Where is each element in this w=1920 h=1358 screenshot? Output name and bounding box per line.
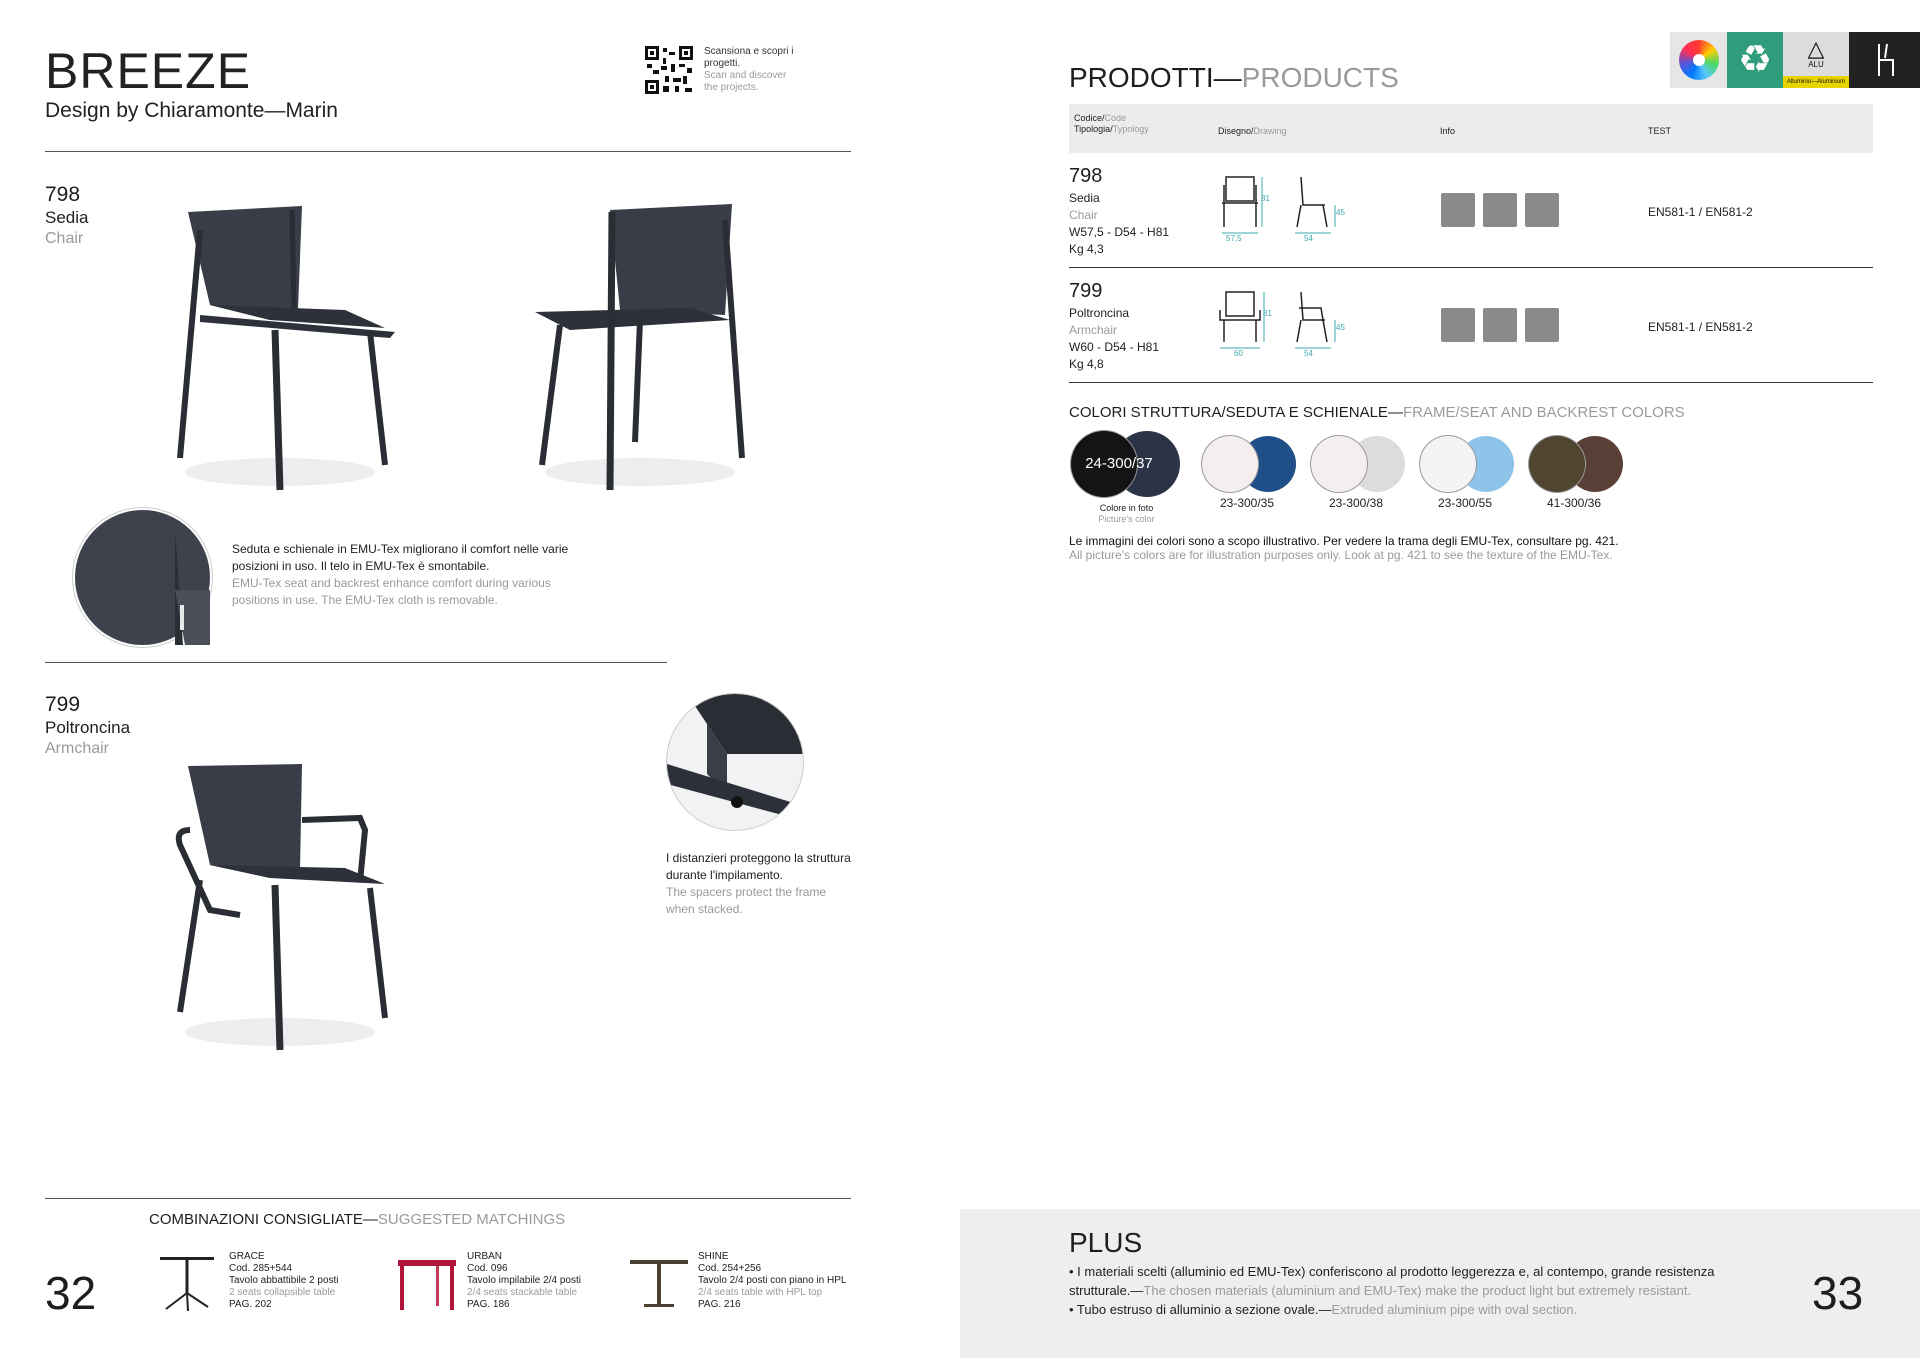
- armchair-799-photo: [170, 760, 400, 1060]
- page-number-right: 33: [1812, 1267, 1864, 1319]
- plus-title: PLUS: [1069, 1227, 1143, 1258]
- color-code-label: 41-300/36: [1546, 496, 1602, 510]
- table-shine-image: [628, 1258, 690, 1314]
- weight-capacity-icon: [1441, 308, 1475, 342]
- table-grace-image: [158, 1255, 216, 1313]
- product-799-name-en: Armchair: [45, 740, 110, 757]
- matchings-title: COMBINAZIONI CONSIGLIATE—SUGGESTED MATCHINGS: [149, 1211, 566, 1228]
- matching-urban[interactable]: URBAN Cod. 096 Tavolo impilabile 2/4 posti 2/4 seats stackable table PAG. 186: [467, 1251, 581, 1310]
- chair-798-photo-back: [530, 200, 760, 500]
- table-row: 798 Sedia Chair W57,5 - D54 - H81 Kg 4,3 81 57,5 45 54 EN581-1 / EN581-2: [1069, 165, 1753, 256]
- header-test: TEST: [1648, 126, 1672, 136]
- weather-resistant-icon: [1483, 308, 1517, 342]
- weight-capacity-icon: [1441, 193, 1475, 227]
- table-urban-image: [396, 1258, 458, 1312]
- matchings-divider: [45, 1198, 851, 1199]
- product-divider: [45, 662, 667, 663]
- color-swatch-frame[interactable]: [1420, 436, 1476, 492]
- chair-front-drawing: [1218, 175, 1268, 237]
- products-table-header: [1069, 104, 1873, 153]
- detail2-text: I distanzieri proteggono la struttura durante l'impilamento. The spacers protect the frame when stacked.: [666, 851, 851, 916]
- designer-subtitle: Design by Chiaramonte—Marin: [45, 99, 338, 122]
- product-798-code: 798: [45, 183, 81, 206]
- row-divider: [1069, 267, 1873, 268]
- armchair-front-drawing: [1218, 290, 1268, 352]
- color-swatch-frame[interactable]: [1529, 436, 1585, 492]
- table-row: 799 Poltroncina Armchair W60 - D54 - H81 Kg 4,8 81 60 45 54 EN581-1 / EN581-2: [1069, 280, 1753, 371]
- products-title: PRODOTTI—PRODUCTS: [1069, 62, 1399, 93]
- colors-note: Le immagini dei colori sono a scopo illustrativo. Per vedere la trama degli EMU-Tex, consultare pg. 421. All picture's colors are for illustration purposes only. Look at pg. 421 to see the texture of the EMU-Tex.: [1069, 534, 1619, 562]
- color-swatch-frame[interactable]: [1311, 436, 1367, 492]
- chair-category-badge: [1849, 32, 1920, 88]
- header-info: Info: [1440, 126, 1456, 136]
- color-wheel-badge: [1670, 32, 1728, 88]
- color-code-label: 23-300/55: [1437, 496, 1493, 510]
- alu-badge: △ ALU Alluminio—Aluminium: [1783, 32, 1849, 88]
- header-code-typology: Codice/Code Tipologia/Typology: [1074, 113, 1149, 134]
- matching-grace[interactable]: GRACE Cod. 285+544 Tavolo abbattibile 2 posti 2 seats collapsible table PAG. 202: [229, 1251, 339, 1310]
- alu-recycle-icon: △: [1807, 36, 1825, 61]
- header-drawing: Disegno/Drawing: [1218, 126, 1287, 136]
- picture-color-caption: Colore in foto Picture's color: [1098, 503, 1155, 524]
- armchair-side-drawing: [1291, 290, 1341, 352]
- product-799-code: 799: [45, 693, 81, 716]
- chair-side-drawing: [1291, 175, 1341, 237]
- spacer-detail-image: [666, 693, 804, 831]
- color-code-label: 23-300/38: [1328, 496, 1384, 510]
- product-799-name-it: Poltroncina: [45, 718, 131, 737]
- product-798-name-it: Sedia: [45, 208, 89, 227]
- product-title: BREEZE: [45, 43, 252, 99]
- color-swatch-frame[interactable]: [1202, 436, 1258, 492]
- stackable-icon: [1525, 193, 1559, 227]
- weather-resistant-icon: [1483, 193, 1517, 227]
- chair-outline-icon: [1849, 32, 1920, 88]
- color-code-label: 24-300/37: [1085, 455, 1153, 472]
- stackable-icon: [1525, 308, 1559, 342]
- detail1-text: Seduta e schienale in EMU-Tex migliorano il comfort nelle varie posizioni in uso. Il telo in EMU-Tex è smontabile. EMU-Tex seat and backrest enhance comfort during various positions in use. The EMU-Tex cloth is removable.: [232, 542, 569, 607]
- recycle-icon: ♻: [1737, 39, 1773, 81]
- page-number-left: 32: [45, 1267, 97, 1319]
- color-code-label: 23-300/35: [1219, 496, 1275, 510]
- chair-798-photo-front: [170, 200, 400, 500]
- qr-code[interactable]: [645, 46, 693, 94]
- row-divider: [1069, 382, 1873, 383]
- fabric-detail-image: [73, 508, 212, 647]
- product-798-name-en: Chair: [45, 230, 84, 247]
- plus-text: • I materiali scelti (alluminio ed EMU-Tex) conferiscono al prodotto leggerezza e, al contempo, grande resistenza strutturale.—The chosen materials (aluminium and EMU-Tex) make the product light but extremely resistant. • Tubo estruso di alluminio a sezione ovale.—Extruded aluminium pipe with oval section.: [1069, 1264, 1715, 1317]
- colors-title: COLORI STRUTTURA/SEDUTA E SCHIENALE—FRAME/SEAT AND BACKREST COLORS: [1069, 404, 1685, 421]
- header-divider: [45, 151, 851, 152]
- qr-caption: Scansiona e scopri i progetti. Scan and discover the projects.: [704, 46, 794, 93]
- matching-shine[interactable]: SHINE Cod. 254+256 Tavolo 2/4 posti con piano in HPL 2/4 seats table with HPL top PAG. 216: [698, 1251, 847, 1310]
- recycle-badge: [1727, 32, 1783, 88]
